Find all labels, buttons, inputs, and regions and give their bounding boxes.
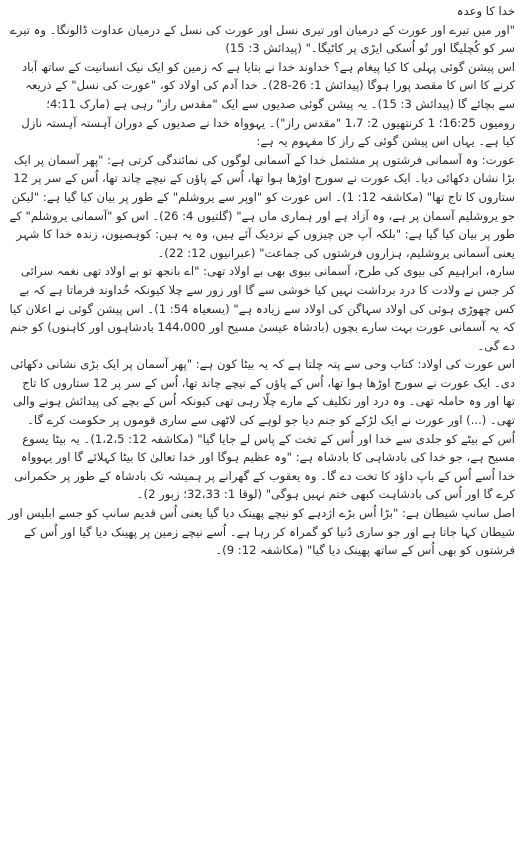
sarah-paragraph: سارہ، ابراہیم کی بیوی کی طرح، آسمانی بیوی بھی بے اولاد تھی: "اے بانجھ تو بے اولاد تھی نغمہ سرائی کر جس نے ولادت کا درد برداشت نہیں کیا خوشی سے گا اور زور سے چلا کیونکہ خُداوند فرماتا ہے کہ بے کس چھوڑی ہوئی کی اولاد سہاگن کی اولاد سے زیادہ ہے" (یسعیاہ 54: 1)۔ اس پیشن گوئی نے اعلان کیا کہ یہ آسمانی عورت بہت سارے بچوں (بادشاہ عیسیٰ مسیح اور 144،000 بادشاہوں اور کاہنوں) کو جنم دے گی۔ bbox=[9, 264, 515, 353]
woman-paragraph: عورت: وہ آسمانی فرشتوں پر مشتمل خدا کے آسمانی لوگوں کی نمائندگی کرتی ہے: "پھر آسمان پر ایک بڑا نشان دکھائی دیا۔ ایک عورت نے سورج اوڑھا ہوا تھا، اُس کے پاؤں کے نیچے چاند تھا، اُس کے سر پر 12 ستاروں کا تاج تھا" (مکاشفہ 12: 1)۔ اس عورت کو "اوپر سے یروشلم" کے طور پر بیان کیا گیا ہے: "لیکن جو یروشلیم آسمان پر ہے، وہ آزاد ہے اور ہماری ماں ہے" (گلتیوں 4: 26)۔ اس کو "آسمانی یروشلم" کے طور پر بیان کیا گیا ہے: "بلکہ آپ جن چیزوں کے نزدیک آئے ہیں، وہ یہ ہیں: کوہصیون، زندہ خدا کا شہر یعنی آسمانی یروشلیم، ہزاروں فرشتوں کی جماعت" (عبرانیوں 12: 22)۔ bbox=[9, 152, 515, 260]
genesis-quote-paragraph: "اور میں تیرے اور عورت کے درمیان اور تیری نسل اور عورت کی نسل کے درمیان عداوت ڈالونگا۔ وہ تیرے سر کو کُچلیگا اور تُو اُسکی ایڑی پر کاٹیگا۔" (پیدائش 3: 15) bbox=[10, 22, 515, 56]
serpent-paragraph: اصل سانپ شیطان ہے: "بڑا اُس بڑے اژدہے کو نیچے پھینک دیا گیا یعنی اُس قدیم سانپ کو جسے ابلیس اور شیطان کہا جاتا ہے اور جو ساری دُنیا کو گمراہ کر رہا ہے۔ اُسے نیچے زمین پر پھینک دیا گیا اور اُس کے فرشتوں کو بھی اُس کے ساتھ پھینک دیا گیا" (مکاشفہ 12: 9)۔ bbox=[8, 506, 515, 558]
offspring-paragraph: اس عورت کی اولاد: کتاب وحی سے پتہ چلتا ہے کہ یہ بیٹا کون ہے: "پھر آسمان پر ایک بڑی نشانی دکھائی دی۔ ایک عورت نے سورج اوڑھا ہوا تھا، اُس کے پاؤں کے نیچے چاند تھا، اُس کے سر پر 12 ستاروں کا تاج تھا اور وہ حاملہ تھی۔ وہ درد اور تکلیف کے مارے چلّا رہی تھی کیونکہ اُس کے بچے کی پیدائش ہونے والی تھی۔ (...) اور عورت نے ایک لڑکے کو جنم دیا جو لوہے کی لاٹھی سے ساری قوموں پر حکومت کرے گا۔ اُس کے بیٹے کو جلدی سے خدا اور اُس کے تخت کے پاس لے جایا گیا" (مکاشفہ 12: 1،2،5)۔ یہ بیٹا یسوع مسیح ہے، جو خدا کی بادشاہی کا بادشاہ ہے: "وہ عظیم ہوگا اور خدا تعالیٰ کا بیٹا کہلائے گا اور یہوواہ خدا اُسے اُس کے باپ داؤد کا تخت دے گا۔ وہ یعقوب کے گھرانے پر ہمیشہ تک بادشاہ کے طور پر حکمرانی کرے گا اور اُس کی بادشاہت کبھی ختم نہیں ہوگی" (لوقا 1: 32،33؛ زبور 2)۔ bbox=[10, 357, 515, 502]
prophecy-meaning-paragraph: اس پیشن گوئی پہلی کا کیا پیغام ہے؟ خداوند خدا نے بتایا ہے کہ زمین کو ایک نیک انسانیت کے ساتھ آباد کرنے کا اس کا مقصد پورا ہوگا (پیدائش 1: 26-28)۔ خدا آدم کی اولاد کو، "عورت کی نسل" کے ذریعہ سے بچائے گا (پیدائش 3: 15)۔ یہ پیشن گوئی صدیوں سے ایک "مقدس راز" رہی ہے (مارک 4:11؛ رومیوں 16:25؛ 1 کرنتھیوں 2: 1،7 "مقدس راز")۔ یہوواہ خدا نے صدیوں کے دوران آہستہ آہستہ نازل کیا ہے۔ یہاں اس پیشن گوئی کے راز کا مفہوم یہ ہے: bbox=[21, 59, 515, 149]
document-title: خدا کا وعدہ bbox=[456, 4, 515, 18]
